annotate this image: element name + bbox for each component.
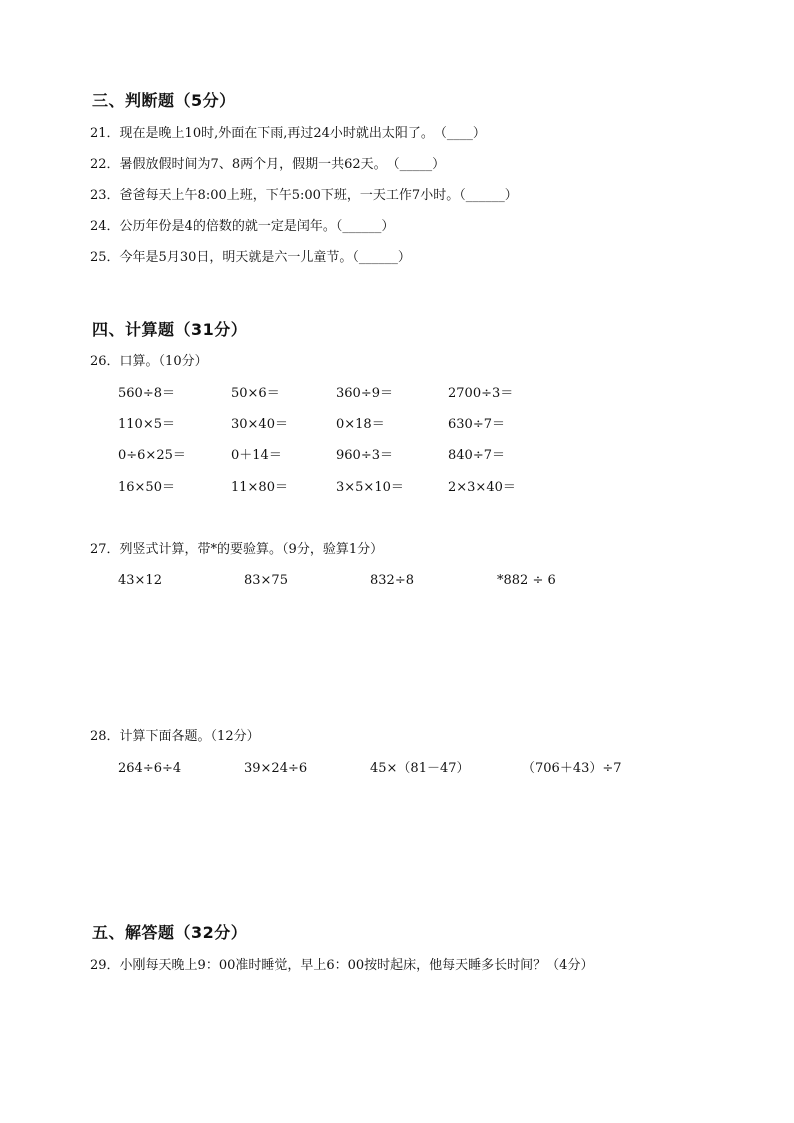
oral-calc-item: 560÷8＝ (118, 386, 175, 401)
vertical-calc-item: 43×12 (118, 573, 162, 588)
oral-calc-item: 2×3×40＝ (448, 480, 516, 495)
question-23: 23．爸爸每天上午8:00上班，下午5:00下班，一天工作7小时。（______） (90, 188, 518, 203)
question-28-label: 28．计算下面各题。（12分） (90, 729, 260, 744)
oral-calc-item: 50×6＝ (231, 386, 280, 401)
oral-calc-item: 0×18＝ (336, 417, 385, 432)
question-29: 29．小刚每天晚上9：00准时睡觉，早上6：00按时起床，他每天睡多长时间？（4分） (90, 958, 594, 973)
oral-calc-item: 630÷7＝ (448, 417, 505, 432)
oral-calc-item: 30×40＝ (231, 417, 288, 432)
oral-calc-item: 840÷7＝ (448, 448, 505, 463)
calc-item: （706＋43）÷7 (522, 761, 622, 776)
vertical-calc-item: 83×75 (244, 573, 288, 588)
oral-calc-item: 3×5×10＝ (336, 480, 404, 495)
section-title-word-problems: 五、解答题（32分） (92, 923, 248, 942)
question-26-label: 26．口算。（10分） (90, 354, 208, 369)
oral-calc-item: 11×80＝ (231, 480, 288, 495)
question-21: 21．现在是晚上10时,外面在下雨,再过24小时就出太阳了。 （____） (90, 126, 486, 141)
question-24: 24．公历年份是4的倍数的就一定是闰年。（______） (90, 219, 395, 234)
calc-item: 45×（81－47） (370, 761, 470, 776)
oral-calc-item: 360÷9＝ (336, 386, 393, 401)
calc-item: 264÷6÷4 (118, 761, 182, 776)
oral-calc-item: 2700÷3＝ (448, 386, 514, 401)
vertical-calc-item: 832÷8 (370, 573, 414, 588)
section-title-calculation: 四、计算题（31分） (92, 320, 248, 339)
oral-calc-item: 960÷3＝ (336, 448, 393, 463)
question-25: 25．今年是5月30日，明天就是六一儿童节。（______） (90, 250, 411, 265)
question-22: 22．暑假放假时间为7、8两个月，假期一共62天。 （_____） (90, 157, 446, 172)
vertical-calc-item: *882 ÷ 6 (497, 573, 556, 588)
oral-calc-item: 0÷6×25＝ (118, 448, 186, 463)
calc-item: 39×24÷6 (244, 761, 308, 776)
oral-calc-item: 110×5＝ (118, 417, 175, 432)
oral-calc-item: 0＋14＝ (231, 448, 282, 463)
section-title-judgement: 三、判断题（5分） (92, 91, 236, 110)
oral-calc-item: 16×50＝ (118, 480, 175, 495)
question-27-label: 27．列竖式计算，带*的要验算。（9分，验算1分） (90, 542, 384, 557)
